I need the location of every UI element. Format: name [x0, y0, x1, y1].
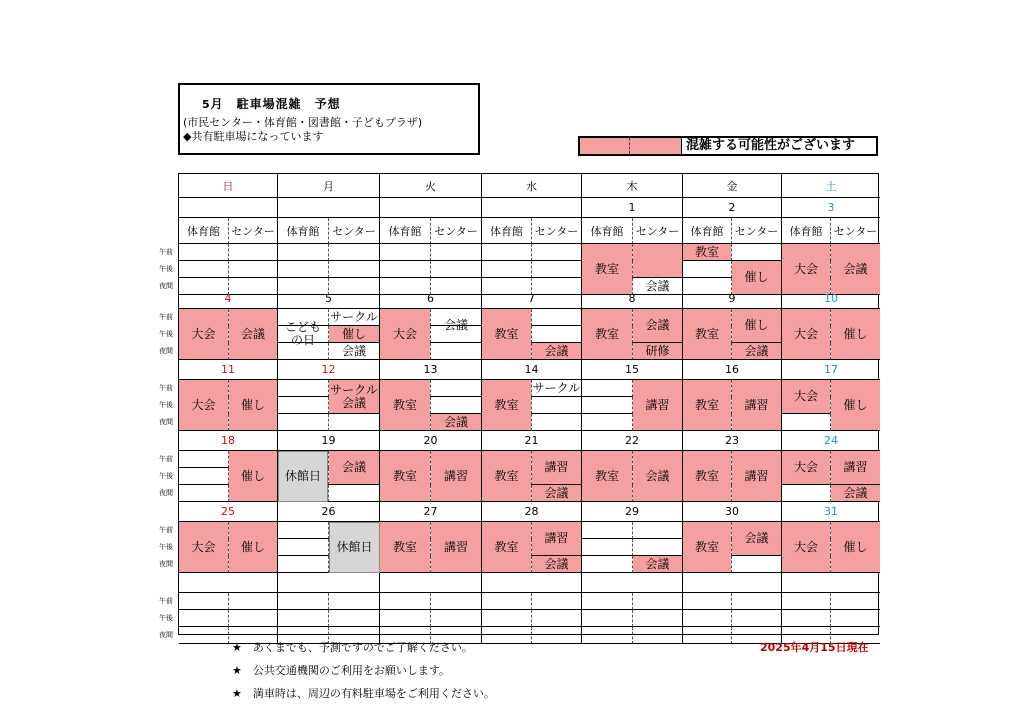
sub-header-gym: 体育館	[782, 218, 831, 244]
gym-event: 教室	[482, 522, 531, 573]
center-event: 講習	[532, 522, 582, 556]
center-slot	[329, 593, 380, 610]
gym-slot	[482, 261, 532, 278]
slot-label: 午後	[159, 330, 173, 338]
center-slot	[431, 593, 482, 610]
center-event: 会議	[431, 309, 482, 343]
gym-slot	[278, 397, 329, 414]
gym-slot	[278, 522, 329, 539]
sub-header-gym: 体育館	[179, 218, 229, 244]
slot-label: 夜間	[159, 489, 173, 497]
slot-label: 午後	[159, 614, 173, 622]
slot-label: 午後	[159, 543, 173, 551]
day-number	[482, 573, 582, 593]
day-number: 9	[683, 289, 782, 309]
gym-event: 教室	[482, 309, 531, 360]
sub-header-center: センター	[431, 218, 482, 244]
legend-text: 混雑する可能性がございます	[686, 138, 856, 153]
gym-event: 教室	[380, 451, 430, 502]
center-event: 講習	[732, 451, 782, 502]
title-box	[178, 83, 480, 155]
center-slot	[633, 522, 683, 539]
gym-slot	[582, 610, 633, 627]
gym-slot	[683, 627, 732, 644]
center-slot	[532, 397, 582, 414]
center-event: 催し	[229, 522, 278, 573]
weekday-header: 土	[782, 174, 880, 198]
sub-header-center: センター	[831, 218, 880, 244]
day-number: 3	[782, 198, 880, 218]
center-slot	[831, 610, 880, 627]
gym-slot	[482, 610, 532, 627]
day-number	[179, 573, 278, 593]
day-number	[683, 573, 782, 593]
day-number	[482, 198, 582, 218]
center-event: 休館日	[329, 522, 380, 573]
center-slot	[732, 593, 782, 610]
center-event: サークル	[532, 380, 582, 397]
weekday-header: 金	[683, 174, 782, 198]
gym-event: 教室	[380, 522, 430, 573]
day-number: 1	[582, 198, 683, 218]
center-event: サークル 会議	[329, 380, 380, 414]
gym-event: 大会	[380, 309, 430, 360]
gym-event: 大会	[782, 522, 830, 573]
title-text: 月 駐車場混雑 予想	[210, 97, 341, 111]
gym-event: 大会	[179, 309, 228, 360]
day-number: 21	[482, 431, 582, 451]
center-slot	[431, 261, 482, 278]
gym-slot	[179, 261, 229, 278]
slot-label: 午前	[159, 597, 173, 605]
center-slot	[431, 610, 482, 627]
center-event: 会議	[831, 485, 880, 502]
gym-slot	[278, 261, 329, 278]
sub-header-gym: 体育館	[380, 218, 431, 244]
day-number: 19	[278, 431, 380, 451]
gym-slot	[179, 627, 229, 644]
center-event: 講習	[532, 451, 582, 485]
day-number: 28	[482, 502, 582, 522]
center-slot	[431, 380, 482, 397]
gym-slot	[683, 261, 732, 278]
day-number	[278, 198, 380, 218]
gym-event: 教室	[683, 522, 731, 573]
gym-event: 大会	[782, 309, 830, 360]
center-event: 会議	[532, 556, 582, 573]
gym-slot	[782, 593, 831, 610]
center-slot	[329, 244, 380, 261]
gym-event: 教室	[683, 309, 731, 360]
sub-header-center: センター	[229, 218, 278, 244]
legend	[578, 136, 878, 156]
center-event: 会議	[329, 451, 380, 485]
day-number	[782, 573, 880, 593]
center-event: 講習	[732, 380, 782, 431]
slot-label: 夜間	[159, 347, 173, 355]
center-slot	[229, 261, 278, 278]
gym-slot	[179, 451, 229, 468]
gym-slot	[582, 397, 633, 414]
gym-event: 大会	[179, 522, 228, 573]
day-number: 8	[582, 289, 683, 309]
gym-slot	[482, 627, 532, 644]
day-number: 25	[179, 502, 278, 522]
weekday-header: 日	[179, 174, 278, 198]
slot-label: 午前	[159, 526, 173, 534]
facility-list: (市民センター・体育館・図書館・子どもプラザ)	[183, 116, 423, 129]
day-number: 11	[179, 360, 278, 380]
center-slot	[532, 593, 582, 610]
center-slot	[532, 627, 582, 644]
gym-slot	[582, 539, 633, 556]
day-number: 15	[582, 360, 683, 380]
day-number	[278, 573, 380, 593]
gym-slot	[582, 556, 633, 573]
gym-slot	[782, 414, 831, 431]
center-event: 催し	[229, 380, 278, 431]
title-month: 5	[202, 98, 211, 111]
day-number: 7	[482, 289, 582, 309]
slot-label: 夜間	[159, 560, 173, 568]
center-slot	[633, 593, 683, 610]
center-event: 催し	[831, 309, 880, 360]
gym-slot	[683, 610, 732, 627]
gym-slot	[278, 414, 329, 431]
slot-label: 午後	[159, 265, 173, 273]
sub-header-center: センター	[633, 218, 683, 244]
center-event: 会議	[732, 343, 782, 360]
day-number: 17	[782, 360, 880, 380]
slot-label: 午前	[159, 384, 173, 392]
gym-slot	[278, 539, 329, 556]
gym-slot	[278, 244, 329, 261]
center-event: 催し	[732, 261, 782, 295]
center-slot	[229, 244, 278, 261]
center-event: 催し	[229, 451, 278, 502]
center-event: 講習	[831, 451, 880, 485]
center-slot	[532, 309, 582, 326]
page-title	[202, 97, 341, 112]
center-event: 会議	[532, 343, 582, 360]
weekday-header: 火	[380, 174, 482, 198]
sub-header-gym: 体育館	[683, 218, 732, 244]
gym-slot	[380, 244, 431, 261]
day-number	[380, 198, 482, 218]
gym-event: 教室	[582, 451, 632, 502]
gym-slot	[582, 414, 633, 431]
gym-slot	[482, 244, 532, 261]
center-slot	[532, 414, 582, 431]
center-event: 会議	[633, 556, 683, 573]
center-slot	[329, 414, 380, 431]
slot-label: 夜間	[159, 418, 173, 426]
gym-slot	[582, 627, 633, 644]
center-slot	[431, 397, 482, 414]
slot-label: 夜間	[159, 282, 173, 290]
sub-header-center: センター	[329, 218, 380, 244]
gym-event: 大会	[782, 451, 830, 485]
day-number: 22	[582, 431, 683, 451]
gym-event: 教室	[683, 244, 731, 261]
weekday-header: 木	[582, 174, 683, 198]
slot-label: 午前	[159, 313, 173, 321]
shared-parking-note: ◆共有駐車場になっています	[183, 130, 324, 143]
center-slot	[329, 261, 380, 278]
center-slot	[431, 343, 482, 360]
weekday-header: 月	[278, 174, 380, 198]
gym-event: 教室	[482, 380, 531, 431]
day-number: 13	[380, 360, 482, 380]
sub-header-gym: 体育館	[278, 218, 329, 244]
slot-label: 午前	[159, 455, 173, 463]
center-slot	[633, 539, 683, 556]
center-slot	[532, 610, 582, 627]
gym-slot	[782, 610, 831, 627]
day-number	[179, 198, 278, 218]
center-slot	[831, 593, 880, 610]
note-prediction: ★ あくまでも、予測ですのでご了解ください。	[232, 641, 473, 654]
gym-slot	[179, 593, 229, 610]
center-slot	[633, 610, 683, 627]
gym-event: 教室	[683, 451, 731, 502]
center-event: 会議	[229, 309, 278, 360]
gym-slot	[278, 556, 329, 573]
weekday-header: 水	[482, 174, 582, 198]
center-event: 会議	[633, 451, 683, 502]
center-slot	[732, 610, 782, 627]
center-event: 会議	[431, 414, 482, 431]
gym-slot	[179, 468, 229, 485]
day-number: 18	[179, 431, 278, 451]
gym-slot	[380, 610, 431, 627]
gym-event: 大会	[782, 380, 830, 414]
gym-slot	[782, 485, 831, 502]
sub-header-gym: 体育館	[582, 218, 633, 244]
gym-slot	[582, 522, 633, 539]
center-event: 研修	[633, 343, 683, 360]
day-number: 5	[278, 289, 380, 309]
legend-swatch-center	[630, 138, 682, 154]
slot-label: 午前	[159, 248, 173, 256]
gym-event: 教室	[582, 309, 632, 360]
center-slot	[329, 485, 380, 502]
center-event: 催し	[732, 309, 782, 343]
center-event: 会議	[532, 485, 582, 502]
center-event: 催し	[329, 326, 380, 343]
center-event: 会議	[732, 522, 782, 556]
center-slot	[532, 244, 582, 261]
gym-event: 大会	[179, 380, 228, 431]
gym-event: こども の日	[278, 309, 328, 360]
day-number: 2	[683, 198, 782, 218]
day-number: 23	[683, 431, 782, 451]
center-event: 会議	[633, 309, 683, 343]
gym-event: 教室	[582, 244, 632, 295]
day-number: 6	[380, 289, 482, 309]
slot-label: 午後	[159, 401, 173, 409]
gym-slot	[278, 610, 329, 627]
day-number: 20	[380, 431, 482, 451]
gym-slot	[179, 485, 229, 502]
center-event: 講習	[431, 522, 482, 573]
center-event: 催し	[831, 522, 880, 573]
day-number: 16	[683, 360, 782, 380]
day-number: 24	[782, 431, 880, 451]
gym-event: 教室	[380, 380, 430, 431]
gym-slot	[582, 593, 633, 610]
gym-slot	[582, 380, 633, 397]
gym-slot	[683, 593, 732, 610]
day-number: 12	[278, 360, 380, 380]
sub-header-center: センター	[732, 218, 782, 244]
center-slot	[229, 610, 278, 627]
gym-event: 教室	[482, 451, 531, 502]
sub-header-gym: 体育館	[482, 218, 532, 244]
center-slot	[329, 610, 380, 627]
center-slot	[633, 627, 683, 644]
center-slot	[732, 556, 782, 573]
slot-label: 夜間	[159, 631, 173, 639]
gym-event: 教室	[683, 380, 731, 431]
day-number: 31	[782, 502, 880, 522]
center-slot	[431, 244, 482, 261]
day-number	[582, 573, 683, 593]
gym-slot	[278, 593, 329, 610]
gym-slot	[179, 244, 229, 261]
center-slot	[229, 593, 278, 610]
day-number: 26	[278, 502, 380, 522]
day-number: 4	[179, 289, 278, 309]
day-number	[380, 573, 482, 593]
as-of-date: 2025年4月15日現在	[760, 641, 869, 654]
day-number: 27	[380, 502, 482, 522]
center-event: 会議	[831, 244, 880, 295]
center-slot	[532, 326, 582, 343]
center-slot	[732, 244, 782, 261]
note-public-transport: ★ 公共交通機関のご利用をお願いします。	[232, 664, 450, 677]
center-slot	[532, 261, 582, 278]
calendar-grid	[178, 173, 879, 635]
day-number: 29	[582, 502, 683, 522]
day-number: 14	[482, 360, 582, 380]
day-number: 10	[782, 289, 880, 309]
legend-swatch-gym	[580, 138, 630, 154]
center-event	[633, 244, 683, 278]
gym-slot	[380, 593, 431, 610]
day-number: 30	[683, 502, 782, 522]
gym-event: 大会	[782, 244, 830, 295]
center-event: 催し	[831, 380, 880, 431]
gym-slot	[278, 380, 329, 397]
center-event: 講習	[431, 451, 482, 502]
gym-slot	[482, 593, 532, 610]
sub-header-center: センター	[532, 218, 582, 244]
center-event: 講習	[633, 380, 683, 431]
gym-slot	[380, 261, 431, 278]
note-paid-parking: ★ 満車時は、周辺の有料駐車場をご利用ください。	[232, 687, 495, 700]
center-event: 会議	[329, 343, 380, 360]
center-event: 会議	[633, 278, 683, 295]
gym-event: 休館日	[278, 451, 328, 502]
center-event: サークル	[329, 309, 380, 326]
gym-slot	[179, 610, 229, 627]
slot-label: 午後	[159, 472, 173, 480]
